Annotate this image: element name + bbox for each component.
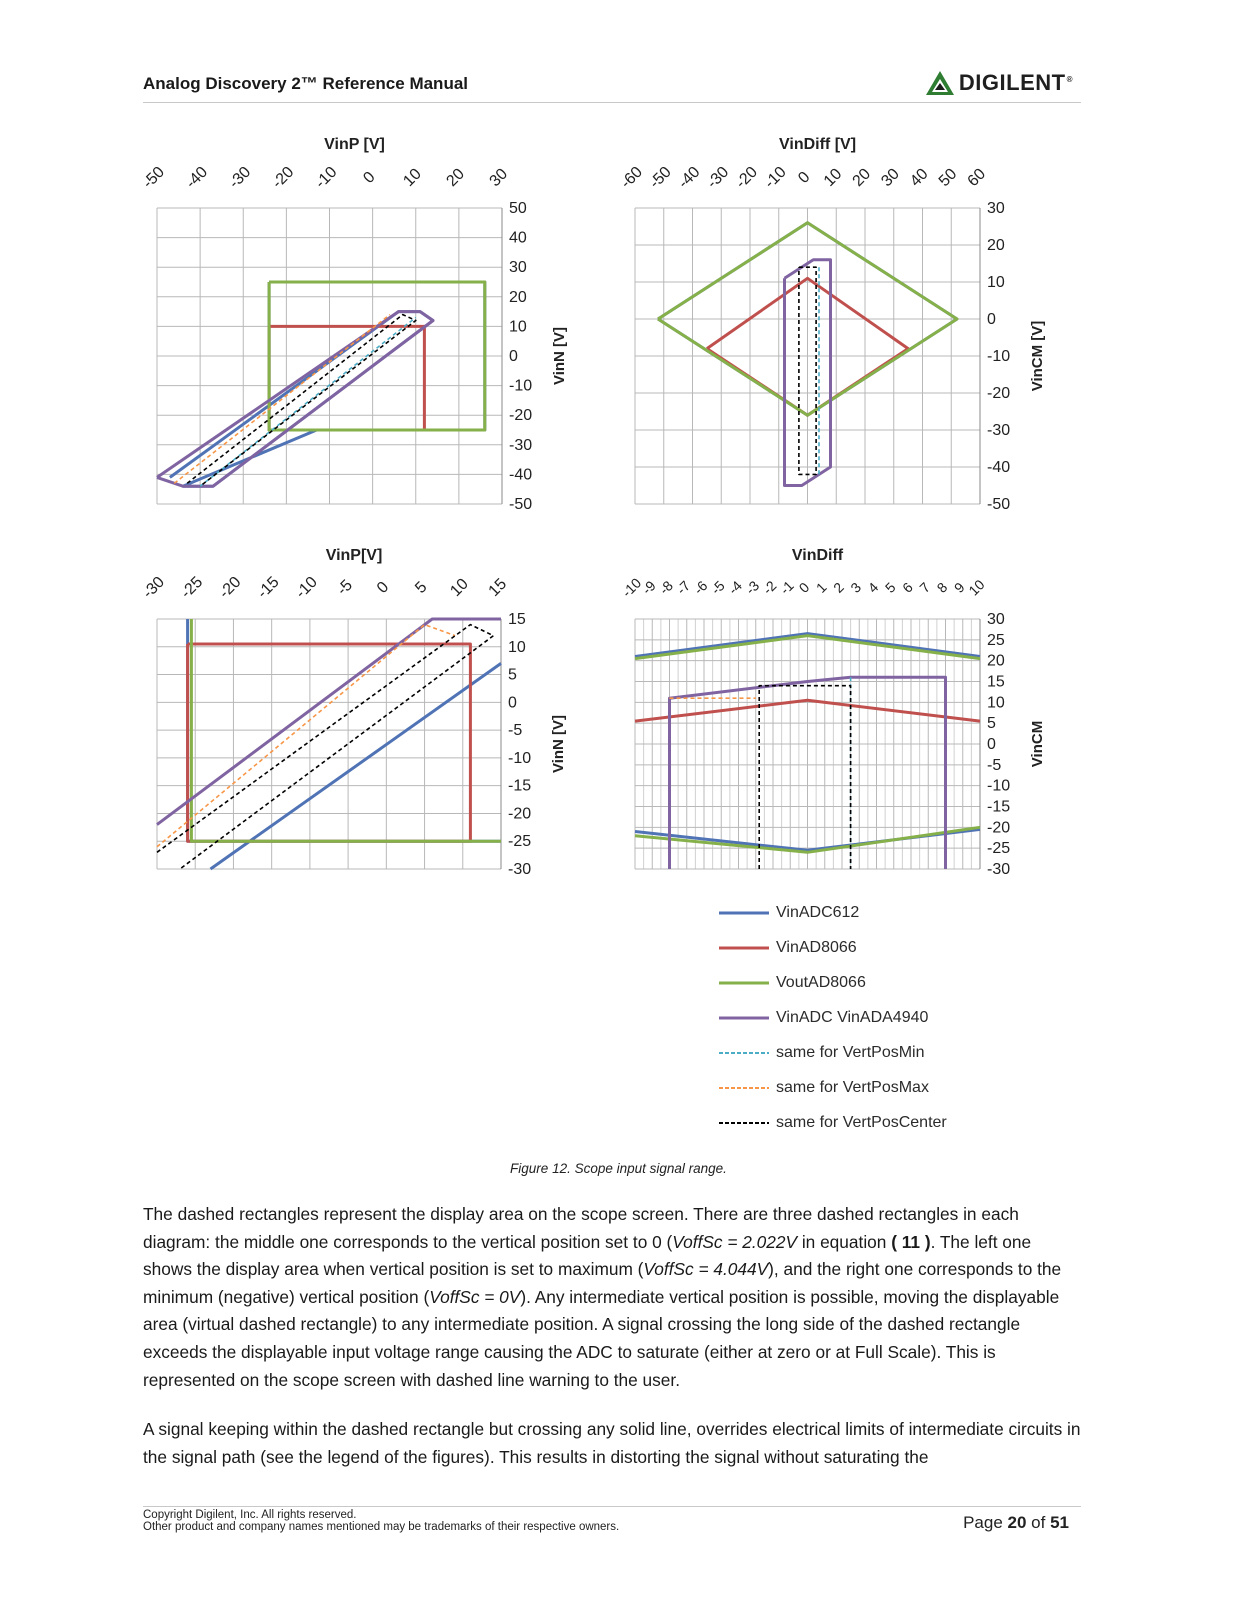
- legend-swatch: [718, 1083, 770, 1093]
- legend-swatch: [718, 978, 770, 988]
- y-tick-label: 10: [509, 318, 527, 336]
- x-tick-label: -9: [638, 577, 659, 598]
- logo-text: DIGILENT®: [958, 70, 1073, 95]
- legend-item: [718, 895, 1018, 930]
- legend-item: [718, 930, 1018, 965]
- y-tick-label: 20: [509, 288, 527, 306]
- x-tick-label: 0: [360, 168, 379, 187]
- x-tick-label: 6: [899, 579, 916, 596]
- x-tick-label: -8: [655, 577, 677, 598]
- document-title: Analog Discovery 2™ Reference Manual: [143, 74, 469, 93]
- x-tick-label: -40: [182, 163, 212, 193]
- y-tick-label: -50: [509, 496, 533, 513]
- legend-label: same for VertPosMax: [776, 1078, 929, 1096]
- y-tick-label: -20: [987, 385, 1011, 402]
- y-tick-label: 30: [509, 259, 527, 277]
- legend-label: VinAD8066: [776, 938, 857, 956]
- y-tick-label: 40: [509, 229, 527, 247]
- x-tick-label: -40: [675, 163, 704, 193]
- chart-vinp-vinn-zoom: [130, 535, 600, 880]
- y-tick-label: -30: [509, 436, 533, 454]
- chart-title: VinP [V]: [324, 136, 385, 153]
- chart-title: VinDiff [V]: [778, 136, 857, 153]
- y-tick-label: 0: [509, 348, 518, 365]
- x-tick-label: 60: [964, 165, 990, 191]
- x-tick-label: 30: [486, 165, 512, 191]
- y-tick-label: 10: [508, 638, 526, 656]
- legend-label: same for VertPosCenter: [776, 1113, 947, 1131]
- series-vinad8066: [188, 644, 471, 841]
- y-tick-label: 30: [987, 200, 1005, 217]
- series-same-for-vertposmax: [174, 315, 390, 484]
- page-header: [143, 72, 1081, 103]
- x-tick-label: -10: [761, 163, 790, 193]
- x-tick-label: 5: [412, 578, 431, 597]
- y-tick-label: 5: [508, 666, 517, 684]
- x-tick-label: 0: [373, 578, 393, 597]
- y-tick-label: -40: [509, 466, 533, 484]
- legend-label: VinADC612: [776, 903, 860, 921]
- digilent-triangle-icon: [925, 70, 955, 96]
- legend-label: VinADC VinADA4940: [776, 1008, 929, 1026]
- legend-swatch: [718, 1118, 770, 1128]
- legend-swatch: [718, 1013, 770, 1023]
- y-tick-label: -15: [508, 777, 532, 795]
- y-tick-label: -50: [987, 496, 1011, 513]
- legend-swatch: [718, 908, 770, 918]
- x-tick-label: 15: [485, 575, 511, 601]
- y-tick-label: -10: [509, 377, 533, 395]
- figure-caption: Figure 12. Scope input signal range.: [510, 1161, 727, 1176]
- x-tick-label: 8: [933, 579, 951, 596]
- y-tick-label: -25: [508, 833, 532, 851]
- x-tick-label: 7: [916, 579, 934, 596]
- y-tick-label: -20: [509, 407, 533, 425]
- x-tick-label: -25: [177, 573, 207, 603]
- x-tick-label: -60: [617, 163, 647, 193]
- x-tick-label: -5: [333, 576, 356, 599]
- y-tick-label: 15: [987, 673, 1005, 691]
- x-tick-label: 10: [447, 575, 472, 601]
- x-tick-label: -6: [690, 577, 711, 598]
- legend-item: [718, 1105, 1018, 1140]
- page-footer: [143, 1506, 1081, 1547]
- chart-title: VinDiff: [791, 547, 844, 564]
- x-tick-label: -20: [732, 163, 762, 193]
- chart-vinp-vinn: [130, 125, 600, 520]
- y-tick-label: 20: [987, 237, 1005, 254]
- y-tick-label: -10: [987, 777, 1011, 795]
- x-tick-label: -30: [703, 163, 733, 193]
- y-tick-label: 15: [508, 611, 526, 628]
- page-number: Page 20 of 51: [963, 1513, 1069, 1532]
- y-tick-label: -5: [987, 756, 1002, 774]
- y-tick-label: -25: [987, 840, 1011, 858]
- legend-swatch: [718, 1048, 770, 1058]
- legend-label: VoutAD8066: [776, 973, 866, 991]
- x-tick-label: -10: [312, 163, 341, 193]
- copyright-notice: Copyright Digilent, Inc. All rights reserved. Other product and company names mentioned may be trademarks of their respective owners.: [143, 1509, 620, 1533]
- x-tick-label: -15: [254, 573, 283, 603]
- y-tick-label: 0: [987, 311, 996, 328]
- y-tick-label: -20: [508, 805, 532, 823]
- series-vinadc-vinada4940: [157, 619, 501, 825]
- y-tick-label: 50: [509, 200, 527, 217]
- x-tick-label: -7: [673, 577, 694, 598]
- series-same-for-vertposcenter: [157, 625, 493, 869]
- y-tick-label: -5: [508, 722, 523, 740]
- chart-vindiff-vincm-zoom: [610, 535, 1080, 880]
- x-tick-label: -4: [724, 577, 746, 598]
- y-tick-label: 25: [987, 631, 1005, 649]
- x-tick-label: 0: [795, 168, 814, 187]
- y-tick-label: -30: [987, 861, 1011, 878]
- paragraph-solid-lines: A signal keeping within the dashed rectangle but crossing any solid line, overrides electrical limits of intermediate circuits in the signal path (see the legend of the figures). This results in distorting the signal without saturating the: [143, 1419, 1081, 1467]
- x-tick-label: -1: [776, 577, 797, 598]
- x-tick-label: 5: [881, 579, 899, 596]
- x-tick-label: 4: [864, 579, 882, 596]
- x-tick-label: 0: [795, 579, 813, 596]
- y-tick-label: -10: [508, 749, 532, 767]
- chart-vindiff-vincm: [610, 125, 1080, 520]
- y-tick-label: 10: [987, 694, 1005, 712]
- series-same-for-vertposcenter: [187, 315, 416, 487]
- y-tick-label: -10: [987, 348, 1011, 365]
- y-tick-label: -40: [987, 459, 1011, 476]
- legend-item: [718, 1000, 1018, 1035]
- x-tick-label: -50: [139, 163, 169, 193]
- legend-label: same for VertPosMin: [776, 1043, 925, 1061]
- legend-item: [718, 965, 1018, 1000]
- y-tick-label: 0: [508, 694, 517, 712]
- x-tick-label: 20: [443, 165, 468, 191]
- y-axis-label: VinCM [V]: [1029, 320, 1046, 392]
- x-tick-label: 50: [935, 165, 961, 191]
- paragraph-dashed-rectangles: The dashed rectangles represent the display area on the scope screen. There are three dashed rectangles in each diagram: the middle one corresponds to the vertical position set to 0 (VoffSc = 2.022V in equation ( 11 ). The left one shows the display area when vertical position is set to maximum (VoffSc = 4.044V), and the right one corresponds to the minimum (negative) vertical position (VoffSc = 0V). Any intermediate vertical position is possible, moving the displayable area (virtual dashed rectangle) to any intermediate position. A signal crossing the long side of the dashed rectangle exceeds the displayable input voltage range causing the ADC to saturate (either at zero or at Full Scale). This is represented on the scope screen with dashed line warning to the user.: [143, 1204, 1062, 1390]
- x-tick-label: 9: [950, 579, 968, 596]
- x-tick-label: 1: [812, 579, 830, 596]
- y-axis-label: VinCM: [1029, 720, 1046, 768]
- y-tick-label: -30: [987, 422, 1011, 439]
- chart-legend: [718, 895, 1018, 1140]
- x-tick-label: -20: [216, 573, 245, 603]
- x-tick-label: 20: [849, 165, 875, 191]
- legend-swatch: [718, 943, 770, 953]
- y-tick-label: 5: [987, 715, 996, 733]
- x-tick-label: 10: [965, 576, 988, 599]
- y-tick-label: 20: [987, 652, 1005, 670]
- y-tick-label: 10: [987, 274, 1005, 291]
- legend-item: [718, 1035, 1018, 1070]
- chart-title: VinP[V]: [325, 547, 383, 564]
- y-tick-label: -30: [508, 861, 532, 878]
- x-tick-label: -20: [269, 163, 298, 193]
- x-tick-label: 10: [820, 165, 846, 191]
- x-tick-label: -30: [139, 573, 169, 603]
- x-tick-label: -10: [292, 573, 321, 603]
- y-tick-label: 0: [987, 736, 996, 753]
- x-tick-label: 40: [907, 165, 932, 191]
- x-tick-label: -3: [742, 577, 763, 598]
- y-tick-label: -20: [987, 819, 1011, 837]
- x-tick-label: -5: [707, 577, 728, 598]
- x-tick-label: -10: [618, 574, 645, 601]
- x-tick-label: -2: [759, 577, 780, 598]
- y-tick-label: -15: [987, 798, 1011, 816]
- legend-item: [718, 1070, 1018, 1105]
- x-tick-label: 3: [847, 579, 865, 596]
- x-tick-label: -50: [646, 163, 675, 193]
- x-tick-label: 30: [878, 165, 903, 191]
- y-tick-label: 30: [987, 611, 1005, 628]
- x-tick-label: -30: [225, 163, 255, 193]
- digilent-logo: [925, 70, 1073, 96]
- x-tick-label: 2: [830, 579, 847, 596]
- y-axis-label: VinN [V]: [550, 714, 567, 774]
- x-tick-label: 10: [400, 165, 425, 191]
- y-axis-label: VinN [V]: [551, 326, 568, 386]
